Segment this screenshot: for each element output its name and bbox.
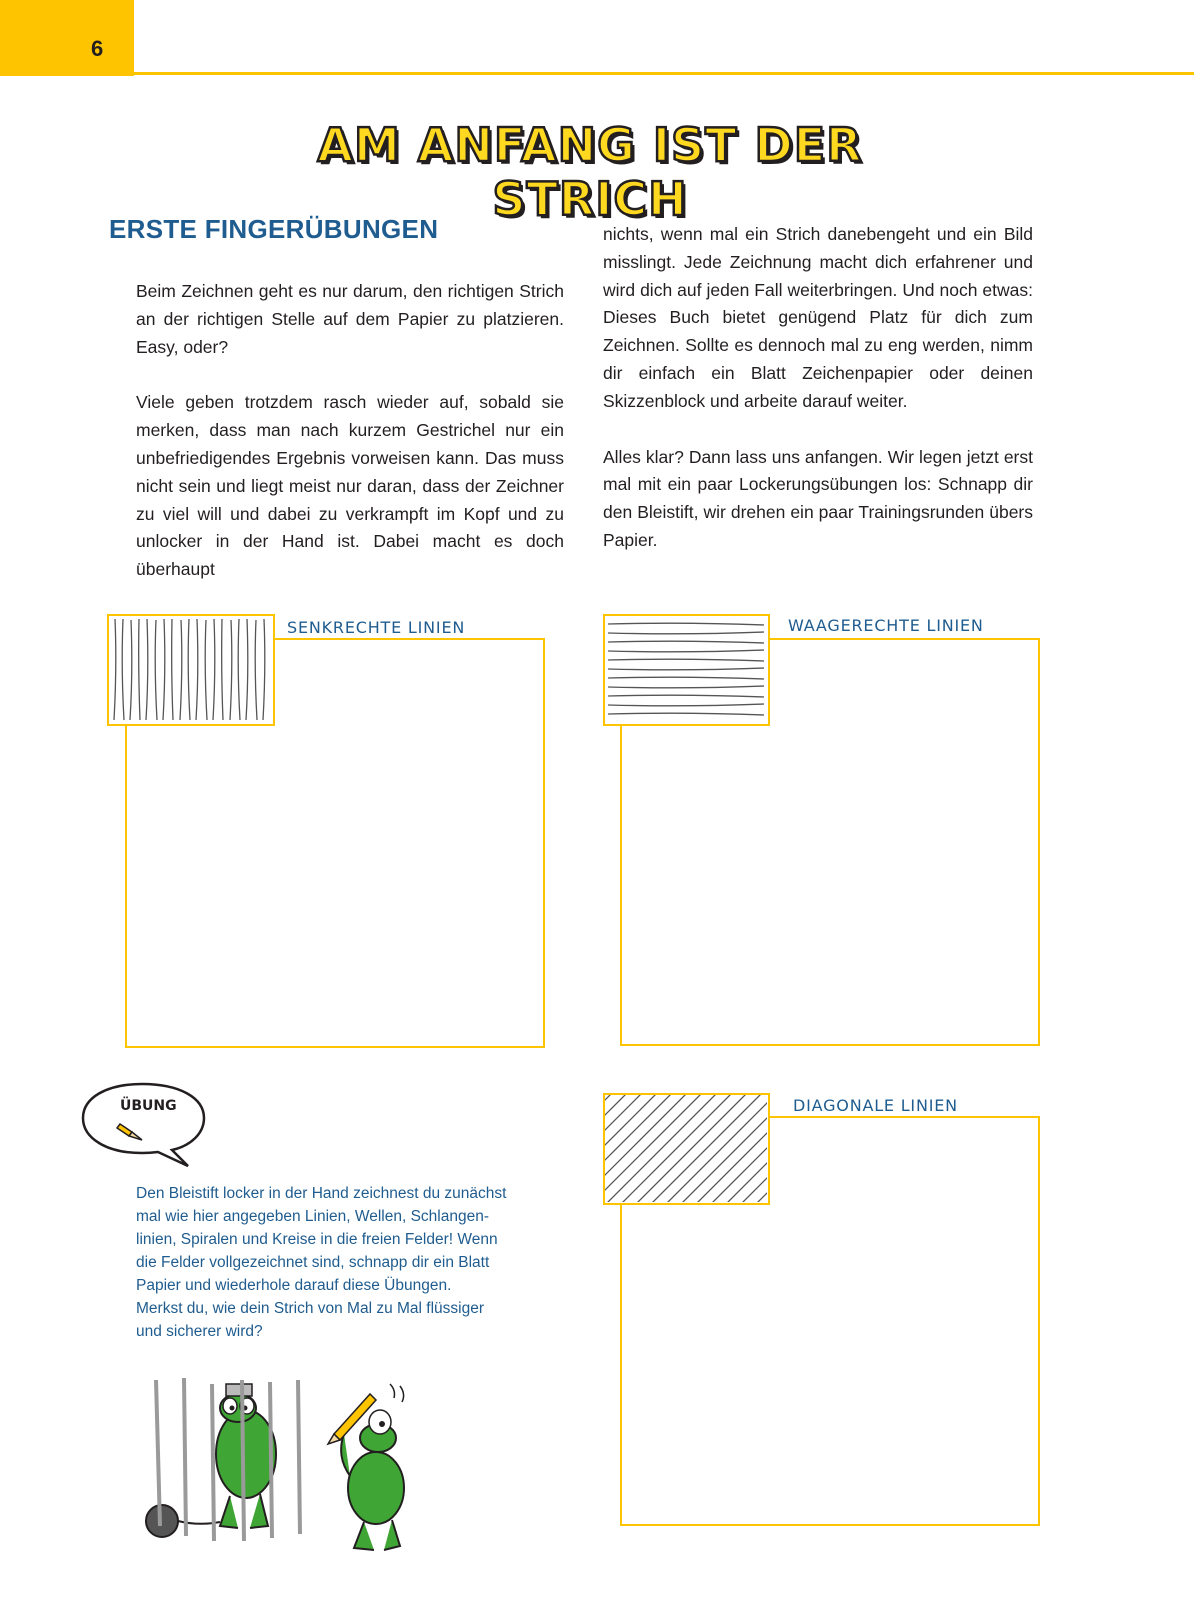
vertical-lines-sample <box>107 614 275 726</box>
section-heading: ERSTE FINGERÜBUNGEN <box>109 214 439 244</box>
vertical-lines-sample-drawing <box>109 616 272 723</box>
speech-bubble-icon <box>80 1080 210 1170</box>
body-column-right <box>603 221 1033 583</box>
uebung-label: ÜBUNG <box>120 1098 177 1114</box>
frog-cartoon-illustration <box>138 1376 438 1558</box>
instruction-line: Merkst du, wie dein Strich von Mal zu Mal flüssiger <box>136 1300 485 1317</box>
instruction-line: Papier und wiederhole darauf diese Übungen. <box>136 1277 452 1294</box>
page-tab <box>0 0 134 76</box>
body-column-left <box>136 278 564 612</box>
instruction-line: Den Bleistift locker in der Hand zeichnest du zunächst <box>136 1185 507 1202</box>
pencil-frog <box>328 1384 404 1550</box>
instruction-line: und sicherer wird? <box>136 1323 263 1340</box>
page-title: AM ANFANG IST DER STRICH <box>317 118 863 226</box>
exercise-label-horizontal: WAAGERECHTE LINIEN <box>788 616 984 635</box>
header-rule <box>134 72 1194 75</box>
diagonal-lines-sample <box>603 1093 770 1205</box>
body-paragraph: Viele geben trotzdem rasch wieder auf, sobald sie merken, dass man nach kurzem Gestrichel nur ein unbefriedigendes Ergebnis vorweisen kann. Das muss nicht sein und liegt meist nur daran, dass der Zeichner zu viel will und dabei zu verkrampft im Kopf und zu unlocker in der Hand ist. Dabei macht es doch überhaupt <box>136 392 564 580</box>
horizontal-lines-sample-drawing <box>605 616 767 723</box>
diagonal-lines-sample-drawing <box>605 1095 767 1202</box>
uebung-instructions <box>136 1182 556 1343</box>
body-paragraph: nichts, wenn mal ein Strich danebengeht und ein Bild misslingt. Jede Zeichnung macht dich erfahrener und wird dich auf jeden Fall weiterbringen. Und noch etwas: Dieses Buch bietet genügend Platz für dich zum Zeichnen. Sollte es dennoch mal zu eng werden, nimm dir einfach ein Blatt Zeichenpapier oder deinen Skizzenblock und arbeite darauf weiter. <box>603 224 1033 411</box>
body-paragraph: Alles klar? Dann lass uns anfangen. Wir legen jetzt erst mal mit ein paar Lockerungsübungen los: Schnapp dir den Bleistift, wir drehen ein paar Trainingsrunden übers Papier. <box>603 446 1033 550</box>
page-number: 6 <box>91 36 104 61</box>
exercise-label-vertical: SENKRECHTE LINIEN <box>287 618 466 637</box>
instruction-line: die Felder vollgezeichnet sind, schnapp dir ein Blatt <box>136 1254 490 1271</box>
instruction-line: linien, Spiralen und Kreise in die freien Felder! Wenn <box>136 1231 498 1248</box>
body-paragraph: Beim Zeichnen geht es nur darum, den richtigen Strich an der richtigen Stelle auf dem Papier zu platzieren. Easy, oder? <box>136 281 564 357</box>
exercise-label-diagonal: DIAGONALE LINIEN <box>793 1096 958 1115</box>
title-banner <box>250 110 930 226</box>
horizontal-lines-sample <box>603 614 770 726</box>
instruction-line: mal wie hier angegeben Linien, Wellen, Schlangen- <box>136 1208 489 1225</box>
